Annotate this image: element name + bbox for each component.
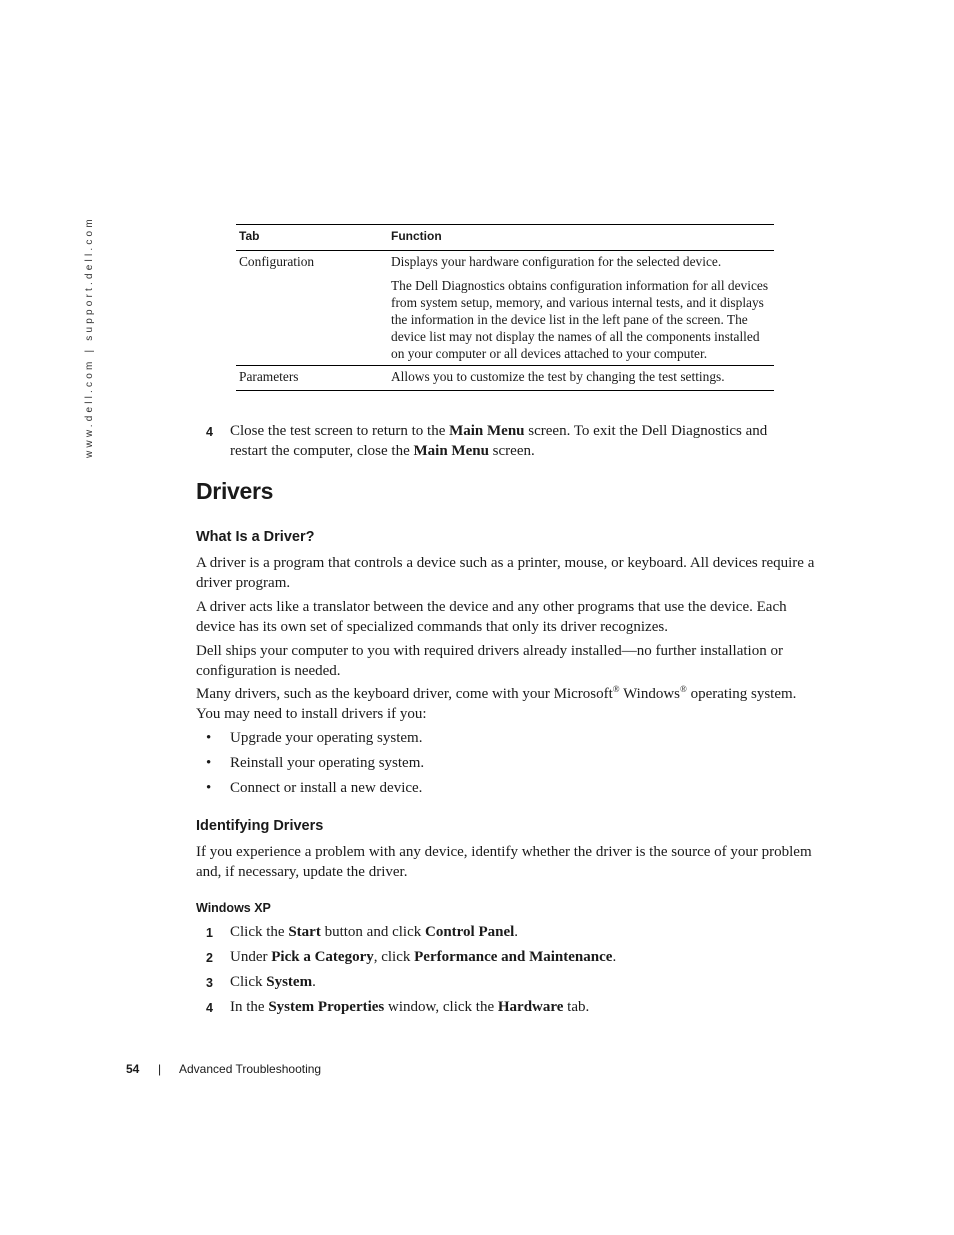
heading-drivers: Drivers [196,478,274,504]
table-cell-tab: Parameters [236,366,388,391]
step-number: 4 [206,425,213,439]
ui-term: System [266,974,313,990]
ui-term: Main Menu [449,423,525,439]
function-paragraph: Allows you to customize the test by changing the test settings. [391,369,725,384]
ui-term: Main Menu [413,442,489,459]
table-cell-tab: Configuration [239,254,315,269]
sidebar-url-text: www.dell.com | support.dell.com [84,216,95,458]
step-text: Click the Start button and click Control Panel. [230,924,519,940]
step-number: 1 [206,926,213,940]
table-header-tab: Tab [236,225,388,251]
paragraph-driver-definition: A driver is a program that controls a device such as a printer, mouse, or keyboard. All devices require a driver program. [196,555,815,591]
ui-term: Pick a Category [271,949,374,965]
ui-term: System Properties [268,999,385,1015]
function-paragraph: The Dell Diagnostics obtains configuration information for all devices from system setup, memory, and various internal tests, and it displays the information in the device list in the left pane of the screen. The device list may not display the names of all the components installed on your computer or all devices attached to your computer. [391,278,769,361]
table-cell-function [388,251,774,366]
page-number: 54 [126,1062,140,1076]
footer-separator: | [158,1062,162,1076]
ui-term: Performance and Maintenance [414,949,613,965]
list-item-text: Upgrade your operating system. [230,730,423,746]
step-number: 2 [206,951,213,965]
list-item-text: Reinstall your operating system. [230,755,425,771]
function-paragraph: Displays your hardware configuration for the selected device. [391,254,722,269]
step-text: In the System Properties window, click the Hardware tab. [230,999,590,1015]
table-header-row [236,225,774,251]
table-cell-function [388,366,774,391]
table-row [236,366,774,391]
step-number: 4 [206,1001,213,1015]
heading-what-is-a-driver: What Is a Driver? [196,529,315,545]
list-item-text: Connect or install a new device. [230,780,423,796]
paragraph-many-drivers: Many drivers, such as the keyboard driver, come with your Microsoft® Windows® operating system. You may need to install drivers if you: [196,684,797,722]
heading-identifying-drivers: Identifying Drivers [196,818,324,834]
ui-term: Start [288,924,321,940]
step-text: Click System. [230,974,316,990]
ui-term: Hardware [497,999,564,1015]
step-text: Under Pick a Category, click Performance and Maintenance. [230,949,617,965]
step-number: 3 [206,976,213,990]
table-row [236,251,774,366]
step-text: Close the test screen to return to the Main Menu screen. To exit the Dell Diagnostics and restart the computer, close the Main Menu screen. [230,423,768,459]
sidebar-url [84,216,100,462]
ui-term: Control Panel [424,924,515,940]
paragraph-identify-problem: If you experience a problem with any device, identify whether the driver is the source of your problem and, if necessary, update the driver. [196,844,812,880]
footer-section-title: Advanced Troubleshooting [179,1062,322,1076]
tab-function-table [236,224,774,391]
paragraph-dell-ships: Dell ships your computer to you with required drivers already installed—no further installation or configuration is needed. [196,643,783,679]
table-header-function: Function [388,225,774,251]
heading-windows-xp: Windows XP [196,901,271,915]
paragraph-driver-translator: A driver acts like a translator between the device and any other programs that use the device. Each device has its own set of specialized commands that only its driver recognizes. [196,599,787,635]
